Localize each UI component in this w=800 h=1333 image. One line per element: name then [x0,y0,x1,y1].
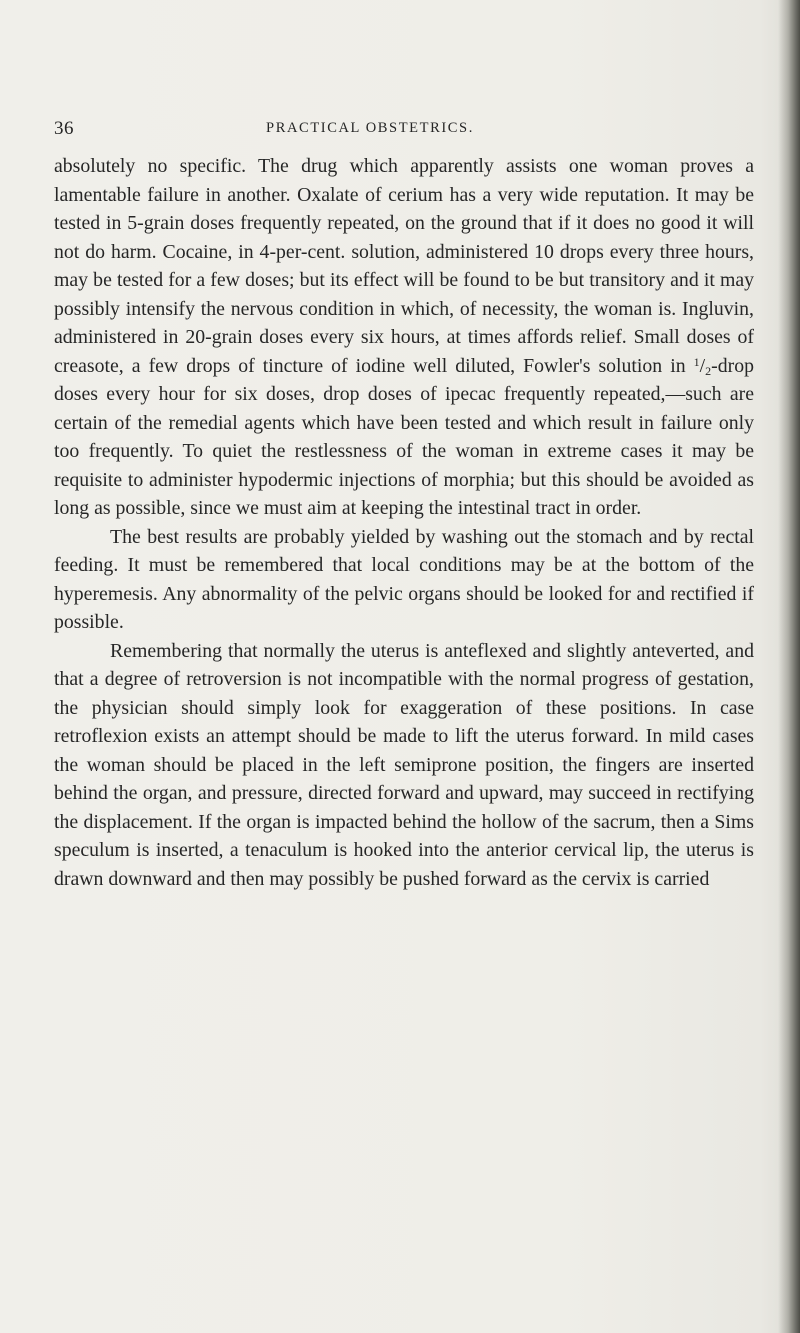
running-title: PRACTICAL OBSTETRICS. [266,120,474,136]
paragraph-1-text-a: absolutely no specific. The drug which apparently assists one woman proves a lamentable failure in another. Oxalate of cerium has a very wide reputation. It may be tested in 5-grain doses frequently repeated, on the ground that if it does no good it will not do harm. Cocaine, in 4-per-cent. solution, administered 10 drops every three hours, may be tested for a few doses; but its effect will be found to be but transitory and it may possibly intensify the nervous condition in which, of necessity, the woman is. Ingluvin, administered in 20-grain doses every six hours, at times affords relief. Small doses of creasote, a few drops of tincture of iodine well diluted, Fowler's solution in [54,155,754,377]
fraction-denominator: 2 [705,363,712,378]
fraction-one-half: $^1/_2$ [693,354,712,378]
paragraph-3: Remembering that normally the uterus is anteflexed and slightly anteverted, and that a degree of retroversion is not incompatible with the normal progress of gestation, the physician should simply look for exaggeration of these positions. In case retroflexion exists an attempt should be made to lift the uterus forward. In mild cases the woman should be placed in the left semiprone position, the fingers are inserted behind the organ, and pressure, directed forward and upward, may succeed in rectifying the displacement. If the organ is impacted behind the hollow of the sacrum, then a Sims speculum is inserted, a tenaculum is hooked into the anterior cervical lip, the uterus is drawn downward and then may possibly be pushed forward as the cervix is carried [54,639,754,890]
running-head [54,118,754,142]
paragraph-2: The best results are probably yielded by washing out the stomach and by rectal feeding. It must be remembered that local conditions may be at the bottom of the hyperemesis. Any abnormality of the pelvic organs should be looked for and rectified if possible. [54,525,754,633]
fraction-numerator: 1 [693,354,700,369]
paragraph-1 [54,152,754,523]
page-number: 36 [54,118,74,139]
body-text [54,152,754,893]
page-edge-shadow [778,0,800,1333]
paragraph-1-text-b: -drop doses every hour for six doses, drop doses of ipecac frequently repeated,—such are certain of the remedial agents which have been tested and which result in failure only too frequently. To quiet the restlessness of the woman in extreme cases it may be requisite to administer hypodermic injections of morphia; but this should be avoided as long as possible, since we must aim at keeping the intestinal tract in order. [54,354,754,519]
